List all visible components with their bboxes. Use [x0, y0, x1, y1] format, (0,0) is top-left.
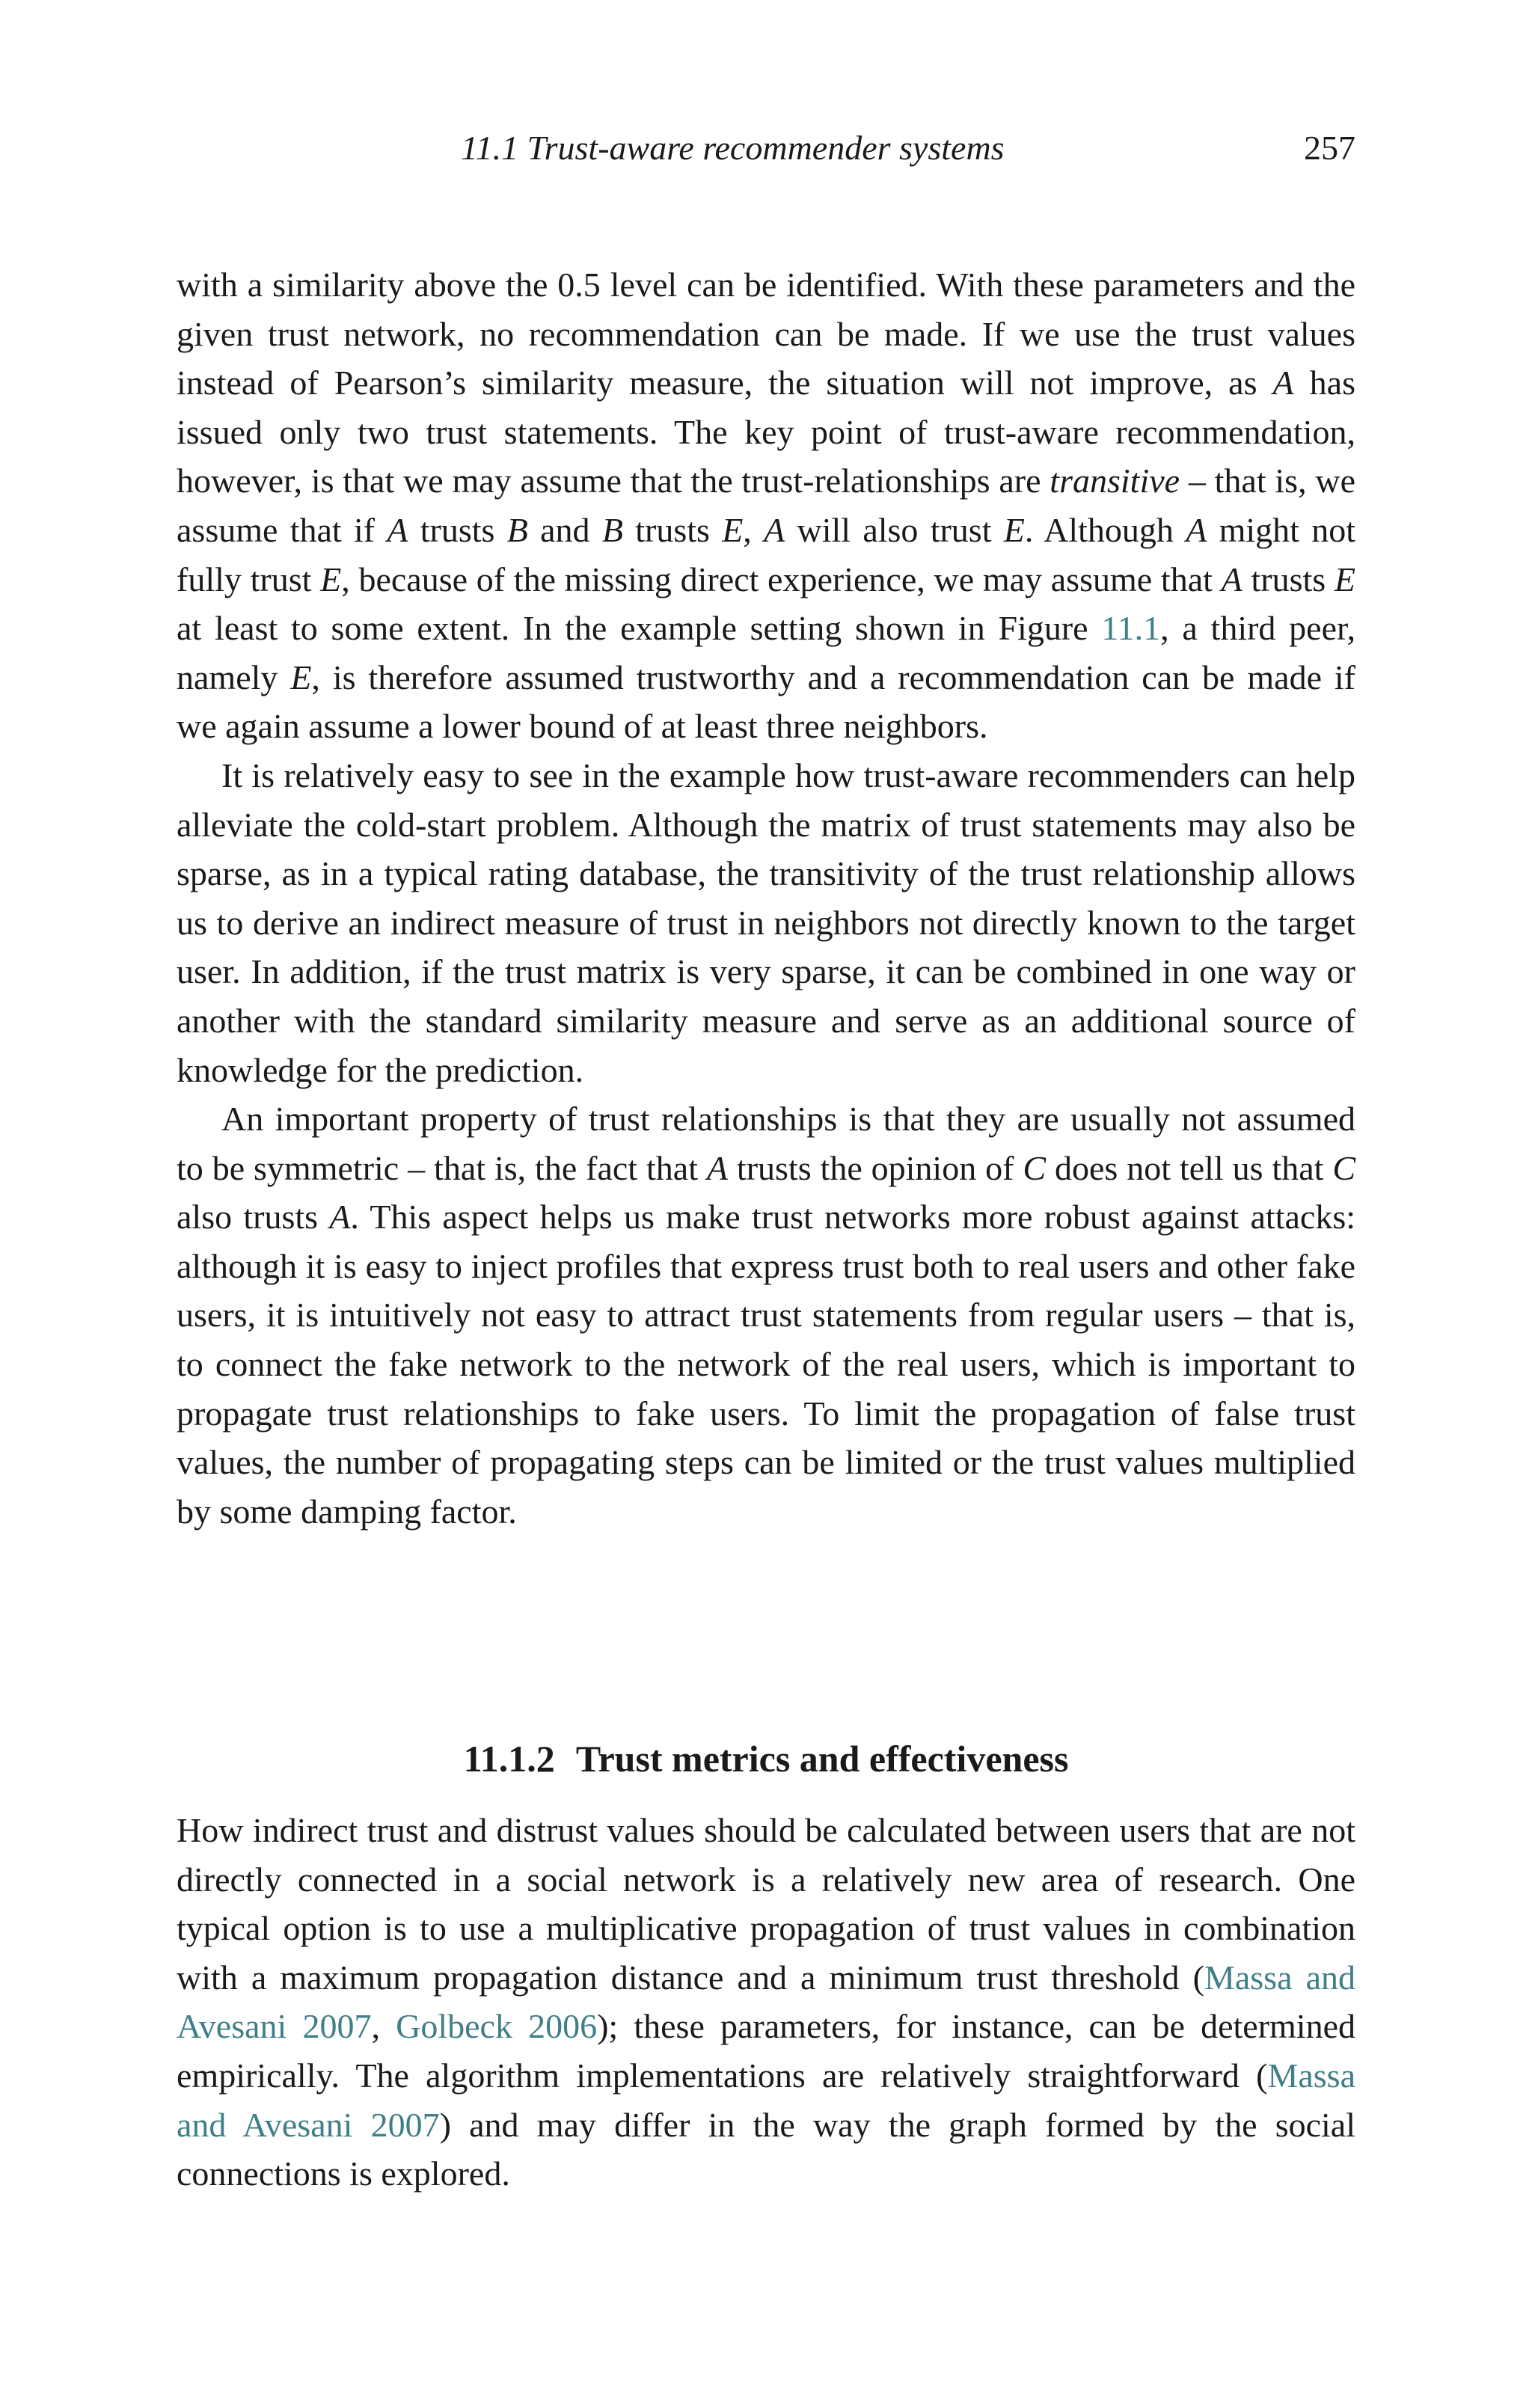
- math-variable: A: [329, 1198, 351, 1237]
- paragraph-1: [177, 260, 1355, 751]
- text-run: does not tell us that: [1046, 1148, 1333, 1187]
- text-run: will also trust: [785, 510, 1004, 549]
- text-run: trusts: [1242, 560, 1335, 598]
- text-run: . Although: [1024, 510, 1186, 549]
- text-run: . This aspect helps us make trust networks more robust against attacks: although it is easy to inject profiles that express trust both to real users and other fake users, it is intuitively not easy to attract trust statements from regular users – that is, to connect the fake network to the network of the real users, which is important to propagate trust relationships to fake users. To limit the propagation of false trust values, the number of propagating steps can be limited or the trust values multiplied by some damping factor.: [177, 1198, 1356, 1531]
- math-variable: E: [722, 510, 744, 549]
- text-run: trusts the opinion of: [728, 1148, 1023, 1187]
- math-variable: A: [706, 1148, 729, 1187]
- text-run: also trusts: [177, 1198, 330, 1237]
- math-variable: B: [506, 510, 528, 549]
- text-run: has issued only two trust statements. The key point of trust-aware recommendation, however, is that we may assume that the trust-relationships are: [177, 364, 1355, 500]
- math-variable: A: [764, 510, 785, 549]
- text-run: ); these parameters, for instance, can be determined empirically. The algorithm implementations are relatively straightforward (: [177, 2007, 1355, 2095]
- text-run: ,: [743, 510, 765, 549]
- text-run: with a similarity above the 0.5 level can be identified. With these parameters and the given trust network, no recommendation can be made. If we use the trust values instead of Pearson’s similarity measure, the situation will not improve, as: [177, 266, 1355, 402]
- running-head: [177, 126, 1355, 171]
- text-run: trusts: [622, 510, 723, 549]
- paragraph-3: [177, 1094, 1355, 1536]
- emphasis-transitive: transitive: [1050, 462, 1180, 500]
- math-variable: B: [601, 510, 623, 549]
- section-number: 11.1.2: [463, 1738, 555, 1780]
- section-heading: [177, 1734, 1355, 1783]
- text-run: trusts: [408, 510, 507, 549]
- math-variable: E: [1003, 510, 1025, 549]
- text-run: ,: [371, 2007, 396, 2046]
- math-variable: A: [1186, 510, 1207, 549]
- paragraph-2: It is relatively easy to see in the example how trust-aware recommenders can help alleviate the cold-start problem. Although the matrix of trust statements may also be sparse, as in a typical rating database, the transitivity of the trust relationship allows us to derive an indirect measure of trust in neighbors not directly known to the target user. In addition, if the trust matrix is very sparse, it can be combined in one way or another with the standard similarity measure and serve as an additional source of knowledge for the prediction.: [177, 756, 1355, 1089]
- section-title: Trust metrics and effectiveness: [575, 1738, 1069, 1780]
- text-run: How indirect trust and distrust values should be calculated between users that are not directly connected in a social network is a relatively new area of research. One typical option is to use a multiplicative propagation of trust values in combination with a maximum propagation distance and a minimum trust threshold (: [177, 1811, 1355, 1997]
- math-variable: A: [1221, 560, 1243, 598]
- text-run: might not fully trust: [177, 510, 1356, 598]
- math-variable: E: [320, 560, 342, 598]
- running-title: 11.1 Trust-aware recommender systems: [461, 129, 1005, 167]
- text-run: , is therefore assumed trustworthy and a recommendation can be made if we again assume a lower bound of at least three neighbors.: [177, 658, 1355, 746]
- text-run: and: [527, 510, 602, 549]
- body-text-lower: [177, 1806, 1355, 2199]
- math-variable: C: [1332, 1148, 1355, 1187]
- text-run: at least to some extent. In the example setting shown in Figure: [177, 609, 1102, 648]
- math-variable: E: [290, 658, 312, 696]
- text-run: An important property of trust relationships is that they are usually not assumed to be symmetric – that is, the fact that: [177, 1100, 1355, 1187]
- citation-link[interactable]: Massa and Avesani 2007: [177, 2056, 1355, 2144]
- math-variable: A: [1272, 364, 1294, 402]
- math-variable: A: [387, 510, 408, 549]
- text-run: – that is, we assume that if: [177, 462, 1355, 549]
- math-variable: E: [1334, 560, 1355, 598]
- paragraph-4: [177, 1806, 1355, 2199]
- page-number: 257: [1304, 129, 1355, 167]
- figure-link[interactable]: 11.1: [1101, 609, 1161, 648]
- citation-link[interactable]: Massa and Avesani 2007: [177, 1958, 1355, 2046]
- text-run: , because of the missing direct experience, we may assume that: [341, 560, 1222, 598]
- text-run: ) and may differ in the way the graph formed by the social connections is explored.: [177, 2105, 1355, 2193]
- citation-link[interactable]: Golbeck 2006: [396, 2007, 598, 2046]
- text-run: , a third peer, namely: [177, 609, 1355, 696]
- body-text-upper: [177, 260, 1355, 1536]
- math-variable: C: [1023, 1148, 1047, 1187]
